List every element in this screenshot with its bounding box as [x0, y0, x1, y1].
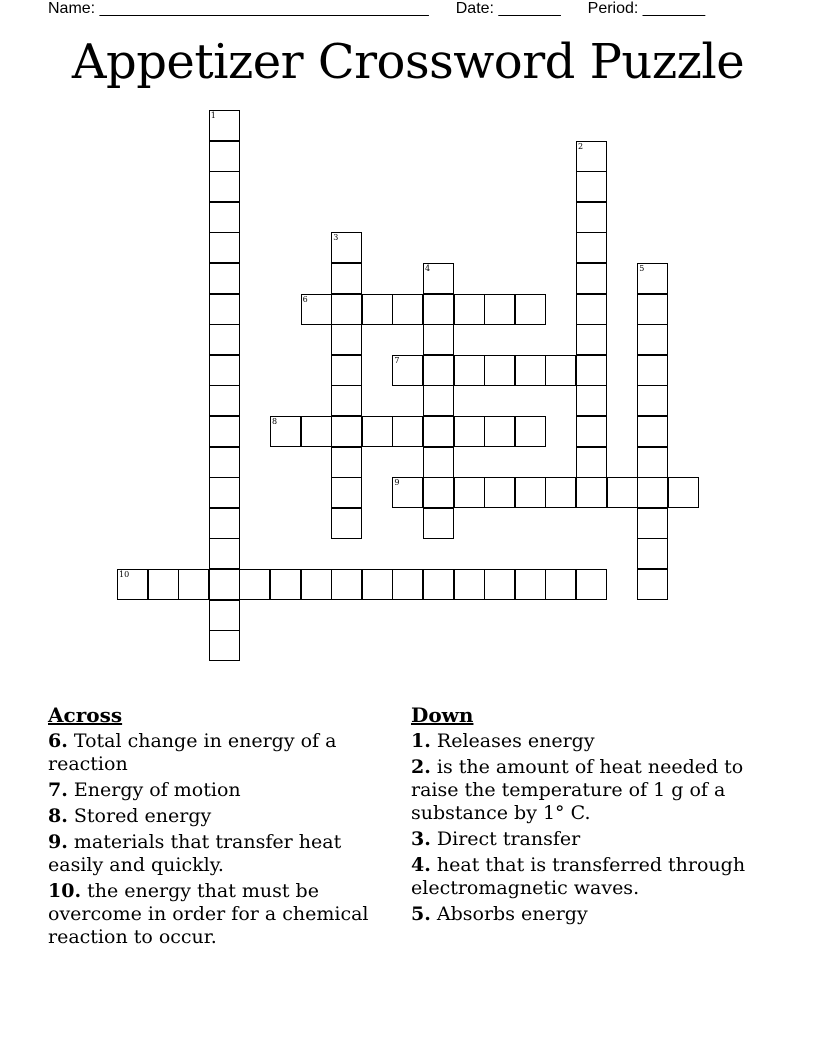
grid-cell[interactable]	[454, 294, 485, 325]
grid-cell[interactable]	[209, 294, 240, 325]
clue-text: Energy of motion	[73, 779, 241, 801]
grid-cell[interactable]	[423, 447, 454, 478]
grid-cell[interactable]	[239, 569, 270, 600]
grid-cell[interactable]	[637, 263, 668, 294]
clue-number-label: 7	[394, 355, 400, 365]
grid-cell[interactable]	[637, 508, 668, 539]
across-clues	[48, 702, 398, 952]
clue-down-3	[411, 828, 761, 851]
grid-cell[interactable]	[392, 569, 423, 600]
grid-cell[interactable]	[331, 324, 362, 355]
clue-across-7	[48, 779, 398, 802]
grid-cell[interactable]	[576, 447, 607, 478]
grid-cell[interactable]	[637, 324, 668, 355]
grid-cell[interactable]	[209, 324, 240, 355]
grid-cell[interactable]	[148, 569, 179, 600]
page-title: Appetizer Crossword Puzzle	[71, 34, 745, 90]
period-label: Period:	[587, 0, 639, 17]
grid-cell[interactable]	[637, 355, 668, 386]
grid-cell[interactable]	[209, 538, 240, 569]
grid-cell[interactable]	[392, 355, 423, 386]
grid-cell[interactable]	[515, 355, 546, 386]
grid-cell[interactable]	[668, 477, 699, 508]
grid-cell[interactable]	[209, 447, 240, 478]
clue-text: materials that transfer heat easily and quickly.	[48, 831, 342, 876]
grid-cell[interactable]	[576, 569, 607, 600]
grid-cell[interactable]	[637, 477, 668, 508]
grid-cell[interactable]	[576, 141, 607, 172]
clue-number-label: 1	[210, 111, 216, 120]
grid-cell[interactable]	[576, 202, 607, 233]
clue-number: 9.	[48, 831, 68, 853]
grid-cell[interactable]	[331, 416, 362, 447]
grid-cell[interactable]	[576, 416, 607, 447]
grid-cell[interactable]	[209, 141, 240, 172]
clue-across-6	[48, 730, 398, 776]
clue-number-label: 8	[272, 417, 278, 426]
grid-cell[interactable]	[576, 324, 607, 355]
grid-cell[interactable]	[209, 630, 240, 661]
grid-cell[interactable]	[209, 232, 240, 263]
grid-cell[interactable]	[423, 385, 454, 416]
clue-across-8	[48, 805, 398, 828]
clue-number-label: 3	[333, 233, 339, 243]
grid-cell[interactable]	[637, 294, 668, 325]
grid-cell[interactable]	[392, 416, 423, 447]
clue-down-5	[411, 903, 761, 926]
grid-cell[interactable]	[209, 416, 240, 447]
grid-cell[interactable]	[637, 416, 668, 447]
grid-cell[interactable]	[331, 569, 362, 600]
grid-cell[interactable]	[209, 171, 240, 202]
clue-across-10	[48, 880, 398, 949]
clue-number: 1.	[411, 730, 431, 752]
date-label: Date:	[455, 0, 494, 17]
student-info-line	[48, 0, 768, 20]
grid-cell[interactable]	[423, 508, 454, 539]
clue-text: the energy that must be overcome in order for a chemical reaction to occur.	[48, 880, 369, 948]
clue-text: Stored energy	[73, 805, 212, 827]
clue-number: 5.	[411, 903, 431, 925]
grid-cell[interactable]	[454, 477, 485, 508]
grid-cell[interactable]	[576, 385, 607, 416]
period-field[interactable]: _______	[642, 0, 706, 17]
grid-cell[interactable]	[209, 355, 240, 386]
clue-number: 10.	[48, 880, 82, 902]
grid-cell[interactable]	[209, 202, 240, 233]
clue-text: Direct transfer	[436, 828, 581, 850]
grid-cell[interactable]	[178, 569, 209, 600]
grid-cell[interactable]	[331, 385, 362, 416]
grid-cell[interactable]	[576, 294, 607, 325]
clue-text: Absorbs energy	[436, 903, 588, 925]
clue-down-4	[411, 854, 761, 900]
grid-cell[interactable]	[454, 569, 485, 600]
grid-cell[interactable]	[362, 416, 393, 447]
grid-cell[interactable]	[545, 569, 576, 600]
grid-cell[interactable]	[423, 416, 454, 447]
grid-cell[interactable]	[331, 263, 362, 294]
grid-cell[interactable]	[362, 569, 393, 600]
grid-cell[interactable]	[576, 232, 607, 263]
clue-down-1	[411, 730, 761, 753]
grid-cell[interactable]	[515, 569, 546, 600]
date-field[interactable]: _______	[498, 0, 561, 17]
grid-cell[interactable]	[423, 294, 454, 325]
name-label: Name:	[48, 0, 96, 17]
clue-number-label: 5	[639, 264, 645, 273]
grid-cell[interactable]	[301, 569, 332, 600]
grid-cell[interactable]	[607, 477, 638, 508]
grid-cell[interactable]	[637, 447, 668, 478]
down-clues	[411, 702, 761, 929]
grid-cell[interactable]	[484, 569, 515, 600]
grid-cell[interactable]	[331, 508, 362, 539]
clue-down-2	[411, 756, 761, 825]
grid-cell[interactable]	[331, 355, 362, 386]
grid-cell[interactable]	[515, 416, 546, 447]
grid-cell[interactable]	[423, 355, 454, 386]
grid-cell[interactable]	[576, 355, 607, 386]
grid-cell[interactable]	[117, 569, 148, 600]
grid-cell[interactable]	[545, 477, 576, 508]
grid-cell[interactable]	[454, 355, 485, 386]
grid-cell[interactable]	[209, 263, 240, 294]
grid-cell[interactable]	[484, 355, 515, 386]
grid-cell[interactable]	[423, 324, 454, 355]
grid-cell[interactable]	[637, 538, 668, 569]
grid-cell[interactable]	[423, 477, 454, 508]
down-heading: Down	[411, 703, 474, 727]
grid-cell[interactable]	[331, 447, 362, 478]
grid-cell[interactable]	[209, 508, 240, 539]
clue-text: Total change in energy of a reaction	[48, 730, 337, 775]
grid-cell[interactable]	[576, 171, 607, 202]
clue-number: 4.	[411, 854, 431, 876]
grid-cell[interactable]	[484, 294, 515, 325]
grid-cell[interactable]	[637, 569, 668, 600]
grid-cell[interactable]	[331, 232, 362, 263]
grid-cell[interactable]	[331, 294, 362, 325]
grid-cell[interactable]	[270, 569, 301, 600]
grid-cell[interactable]	[392, 294, 423, 325]
grid-cell[interactable]	[545, 355, 576, 386]
grid-cell[interactable]	[362, 294, 393, 325]
clue-number: 3.	[411, 828, 431, 850]
clue-number-label: 10	[119, 570, 130, 579]
clue-text: Releases energy	[436, 730, 595, 752]
grid-cell[interactable]	[331, 477, 362, 508]
clue-number: 6.	[48, 730, 68, 752]
grid-cell[interactable]	[484, 416, 515, 447]
clue-number-label: 2	[578, 141, 584, 151]
grid-cell[interactable]	[392, 477, 423, 508]
across-heading: Across	[48, 703, 123, 727]
grid-cell[interactable]	[270, 416, 301, 447]
clue-number: 8.	[48, 805, 68, 827]
clue-number-label: 9	[394, 478, 400, 488]
grid-cell[interactable]	[301, 294, 332, 325]
clue-across-9	[48, 831, 398, 877]
clue-number-label: 4	[425, 264, 431, 273]
clue-number: 7.	[48, 779, 68, 801]
clue-number-label: 6	[302, 294, 308, 304]
grid-cell[interactable]	[209, 477, 240, 508]
grid-cell[interactable]	[637, 385, 668, 416]
grid-cell[interactable]	[423, 569, 454, 600]
grid-cell[interactable]	[423, 263, 454, 294]
grid-cell[interactable]	[484, 477, 515, 508]
name-field[interactable]: _____________________________________	[99, 0, 429, 17]
grid-cell[interactable]	[301, 416, 332, 447]
grid-cell[interactable]	[576, 477, 607, 508]
grid-cell[interactable]	[209, 110, 240, 141]
grid-cell[interactable]	[515, 477, 546, 508]
grid-cell[interactable]	[209, 385, 240, 416]
grid-cell[interactable]	[576, 263, 607, 294]
clue-text: is the amount of heat needed to raise the temperature of 1 g of a substance by 1° C.	[411, 756, 744, 824]
clue-text: heat that is transferred through electromagnetic waves.	[411, 854, 746, 899]
clue-number: 2.	[411, 756, 431, 778]
grid-cell[interactable]	[454, 416, 485, 447]
grid-cell[interactable]	[515, 294, 546, 325]
grid-cell[interactable]	[209, 600, 240, 631]
grid-cell[interactable]	[209, 569, 240, 600]
